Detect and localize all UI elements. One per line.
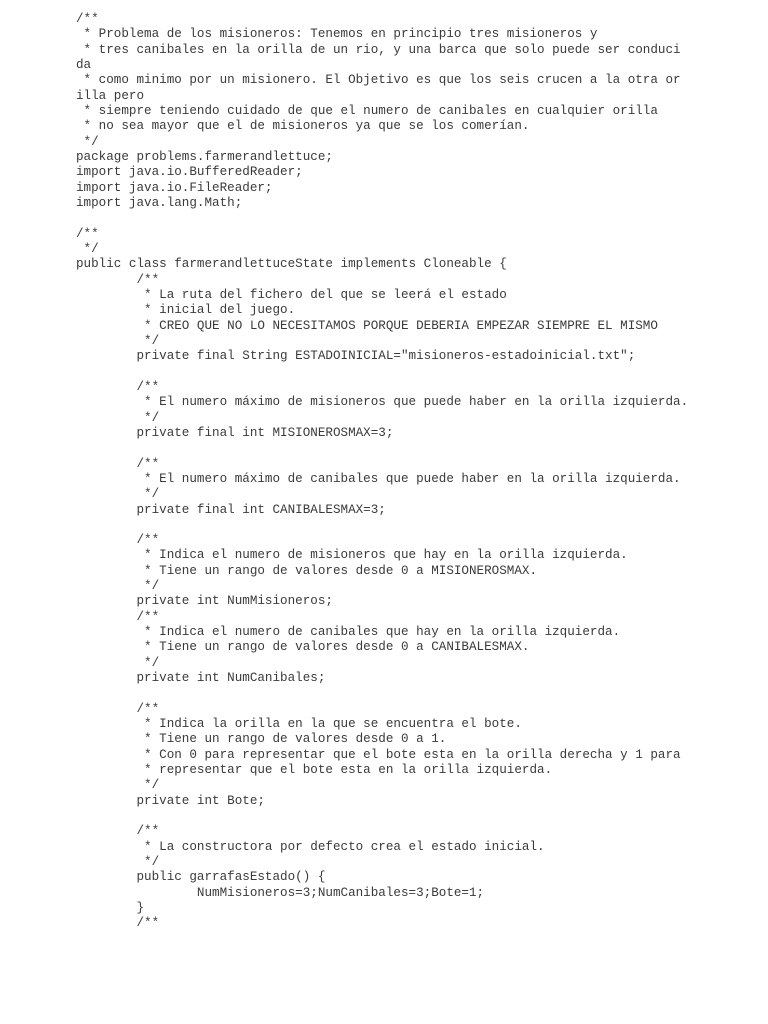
code-line: * inicial del juego.	[76, 303, 296, 318]
code-line: * tres canibales en la orilla de un rio, y una barca que solo puede ser conduci	[76, 42, 681, 57]
code-line	[76, 809, 688, 824]
code-line: /**	[76, 701, 160, 716]
code-line: private final int MISIONEROSMAX=3;	[76, 425, 394, 440]
code-line: * La ruta del fichero del que se leerá el estado	[76, 287, 507, 302]
code-line: */	[76, 333, 160, 348]
code-line: * El numero máximo de canibales que puede haber en la orilla izquierda.	[76, 471, 681, 486]
code-line: public garrafasEstado() {	[76, 870, 326, 885]
code-line: * Con 0 para representar que el bote esta en la orilla derecha y 1 para	[76, 747, 681, 762]
code-line: */	[76, 855, 160, 870]
code-line: * Tiene un rango de valores desde 0 a CANIBALESMAX.	[76, 640, 530, 655]
code-line: * no sea mayor que el de misioneros ya que se los comerían.	[76, 119, 530, 134]
code-line: }	[76, 901, 145, 916]
code-line	[76, 365, 688, 380]
code-line: * Tiene un rango de valores desde 0 a 1.	[76, 732, 447, 747]
code-line: * Indica el numero de canibales que hay en la orilla izquierda.	[76, 625, 621, 640]
code-line	[76, 211, 688, 226]
code-line: /**	[76, 272, 160, 287]
code-line: */	[76, 778, 160, 793]
code-line: * como minimo por un misionero. El Objetivo es que los seis crucen a la otra or	[76, 73, 681, 88]
code-line: package problems.farmerandlettuce;	[76, 149, 333, 164]
code-line: * Indica la orilla en la que se encuentra el bote.	[76, 717, 522, 732]
code-line: /**	[76, 226, 99, 241]
code-line: * representar que el bote esta en la orilla izquierda.	[76, 763, 553, 778]
code-line: * Problema de los misioneros: Tenemos en principio tres misioneros y	[76, 27, 598, 42]
code-line: * CREO QUE NO LO NECESITAMOS PORQUE DEBERIA EMPEZAR SIEMPRE EL MISMO	[76, 318, 658, 333]
code-line: public class farmerandlettuceState implements Cloneable {	[76, 257, 507, 272]
code-line: private final String ESTADOINICIAL="misioneros-estadoinicial.txt";	[76, 349, 636, 364]
code-line: * El numero máximo de misioneros que puede haber en la orilla izquierda.	[76, 395, 689, 410]
code-line: import java.io.FileReader;	[76, 180, 273, 195]
code-line: private int Bote;	[76, 793, 265, 808]
code-line: */	[76, 579, 160, 594]
code-line: /**	[76, 379, 160, 394]
code-line: private int NumMisioneros;	[76, 594, 333, 609]
code-line: /**	[76, 916, 160, 931]
code-line: /**	[76, 609, 160, 624]
code-line: /**	[76, 824, 160, 839]
code-listing	[76, 12, 688, 932]
code-line: import java.io.BufferedReader;	[76, 165, 303, 180]
code-line	[76, 686, 688, 701]
code-line: * Tiene un rango de valores desde 0 a MISIONEROSMAX.	[76, 563, 538, 578]
code-line: */	[76, 134, 99, 149]
code-line	[76, 441, 688, 456]
code-line: * Indica el numero de misioneros que hay en la orilla izquierda.	[76, 548, 628, 563]
code-line: NumMisioneros=3;NumCanibales=3;Bote=1;	[76, 885, 485, 900]
code-line: import java.lang.Math;	[76, 195, 243, 210]
code-line: */	[76, 655, 160, 670]
code-line: */	[76, 487, 160, 502]
code-line: */	[76, 410, 160, 425]
code-line: * La constructora por defecto crea el estado inicial.	[76, 839, 545, 854]
code-line: */	[76, 241, 99, 256]
code-line: private final int CANIBALESMAX=3;	[76, 502, 386, 517]
code-line: /**	[76, 533, 160, 548]
code-line: /**	[76, 456, 160, 471]
code-line: private int NumCanibales;	[76, 671, 326, 686]
code-line: da	[76, 57, 92, 72]
code-line: * siempre teniendo cuidado de que el numero de canibales en cualquier orilla	[76, 103, 658, 118]
code-line: illa pero	[76, 88, 145, 103]
code-line	[76, 518, 688, 533]
code-line: /**	[76, 12, 99, 26]
